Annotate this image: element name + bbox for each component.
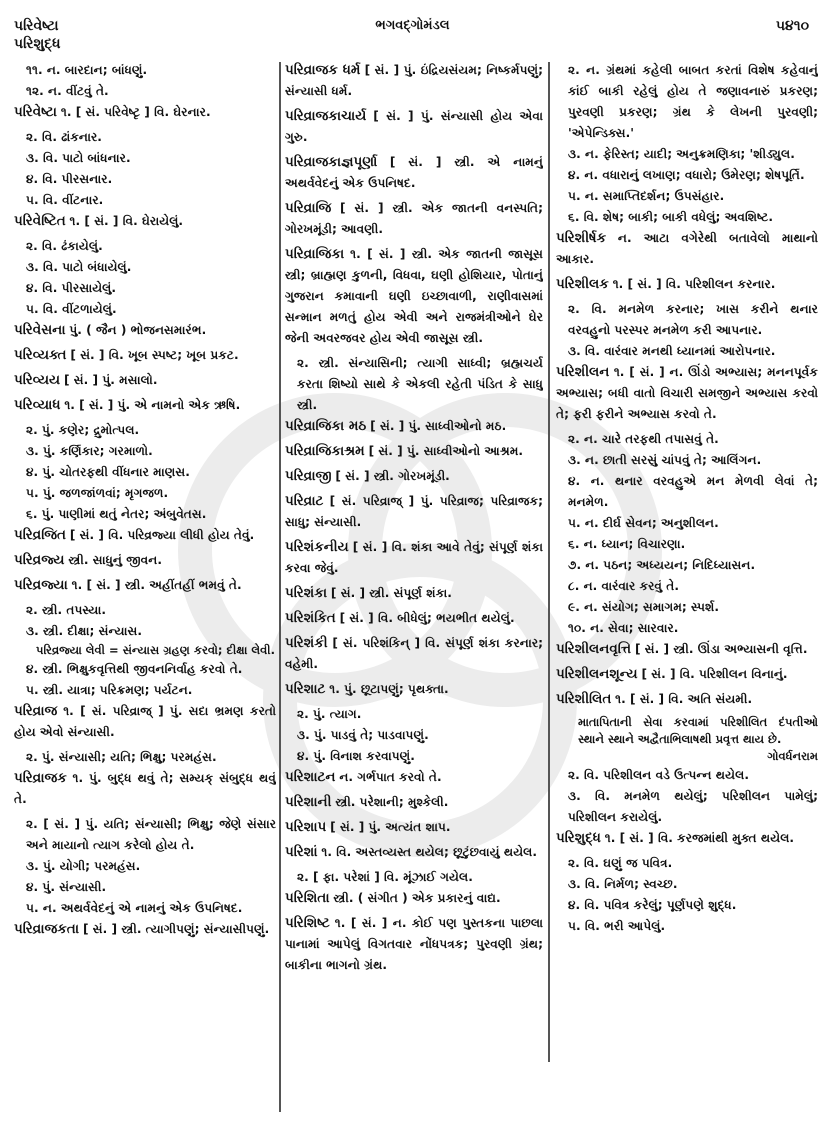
entry-main-line (285, 583, 543, 604)
headword: પરિવ્યક્ત (14, 347, 67, 363)
definition: [ સં. ] પું. સાધ્વીઓનો મઠ. (370, 419, 507, 433)
sense-line: ૩. પું. યોગી; પરમહંસ. (26, 859, 141, 873)
sense-line: ૫. ન. અથર્વવેદનું એ નામનું એક ઉપનિષદ. (26, 901, 243, 915)
dictionary-entry (285, 888, 543, 909)
sense-line: ૨. પું. ત્યાગ. (297, 707, 362, 721)
sense-line: ૧૦. ન. સેવા; સારવાર. (568, 621, 679, 635)
headword: પરિવ્રજ્યા (14, 577, 68, 593)
dictionary-entry (556, 689, 818, 828)
dictionary-entry (285, 466, 543, 487)
sense-line: ૪. ન. થનાર વરવહુએ મન મેળવી લેવાં તે; મનમેળ. (568, 474, 818, 509)
headword: પરિશાટ (285, 681, 326, 697)
entry-main-line (285, 767, 543, 788)
definition: ૧. પું. બુદ્ધ થવું તે; સમ્યક્ સંબુદ્ધ થવું તે. (14, 771, 276, 806)
headword: પરિવ્રાજકાજ્ઞપૂર્ણા (285, 154, 378, 170)
sense-line: ૨. વિ. પરિશીલન વડે ઉત્પન્ન થયેલ. (568, 768, 749, 782)
entry-main-line (285, 842, 543, 863)
definition: સ્ત્રી. પરેશાની; મુશ્કેલી. (335, 795, 449, 809)
headword: પરિશંકિત (285, 610, 336, 626)
definition: પું. ( જૈન ) ભોજનસમારંભ. (69, 323, 207, 337)
entry-main-line (14, 701, 276, 743)
dictionary-columns (0, 60, 825, 1115)
sense-line: ૩. વિ. મનમેળ થયેલું; પરિશીલન પામેલું; પરિશીલન કરાયેલું. (568, 789, 818, 824)
page-header (0, 12, 825, 52)
entry-main-line (556, 274, 818, 295)
usage-quote (556, 714, 818, 765)
definition: ૧. [ સં. ] સ્ત્રી. એક જાતની જાસૂસ સ્ત્રી; બ્રાહ્મણ કુળની, વિધવા, ઘણી હોશિયાર, પોતાનું ગુજરાન કમાવાની ઘણી ઇચ્છાવાળી, રાણીવાસમાં સન્માન મળતું હોય એવી અને રાજમંત્રીઓને ઘેર જેની અવરજવર હોય એવી જાસૂસ સ્ત્રી. (285, 247, 543, 345)
headword: પરિવ્રજ્ય (14, 552, 65, 568)
column-2 (285, 60, 543, 1110)
definition: ૧. [ સં. ] વિ. પરિશીલન કરનાર. (612, 277, 776, 291)
entry-main-line (285, 244, 543, 349)
headword: પરિવેસના (14, 322, 66, 338)
entry-main-line (285, 441, 543, 462)
dictionary-entry (285, 913, 543, 976)
entry-main-line (285, 466, 543, 487)
entry-main-line (285, 679, 543, 700)
headword: પરિશિતા (285, 890, 330, 906)
sense-line: ૩. વિ. પાટો બાંધનાર. (26, 151, 131, 165)
column-3 (556, 60, 818, 1110)
dictionary-entry (556, 228, 818, 270)
guide-word-last: પરિશુદ્ધ (14, 36, 61, 52)
definition: સ્ત્રી. ( સંગીત ) એક પ્રકારનું વાદ્ય. (333, 891, 501, 905)
definition: [ સં. ] પું. મસાલો. (63, 373, 158, 387)
dictionary-entry (14, 320, 276, 341)
dictionary-entry (14, 370, 276, 391)
dictionary-entry (285, 608, 543, 629)
sense-line: ૫. વિ. ભરી આપેલું. (568, 919, 666, 933)
entry-main-line (285, 888, 543, 909)
dictionary-entry (285, 244, 543, 416)
sense-line: ૬. ન. ધ્યાન; વિચારણા. (568, 537, 686, 551)
entry-main-line (14, 575, 276, 596)
headword: પરિશંકી (285, 635, 328, 651)
headword: પરિશીલક (556, 276, 609, 292)
dictionary-entry (285, 60, 543, 102)
entry-main-line (285, 198, 543, 240)
headword: પરિશીર્ષક (556, 230, 607, 246)
sense-line: ૨. સ્ત્રી. સંન્યાસિની; ત્યાગી સાધ્વી; બ્રહ્મચર્ય કરતા શિષ્યો સાથે કે એકલી રહેતી પંડિત કે સાધુ સ્ત્રી. (297, 356, 543, 412)
entry-main-line (556, 664, 818, 685)
sense-line: ૧૧. ન. બારદાન; બાંધણું. (26, 63, 148, 77)
dictionary-entry (285, 491, 543, 533)
headword: પરિવ્રાજકાચાર્ય (285, 108, 367, 124)
headword: પરિવ્રાજકતા (14, 921, 80, 937)
sense-line: ૪. વિ. પીરસનાર. (26, 172, 113, 186)
dictionary-entry (14, 768, 276, 919)
sense-line: ૨. [ સં. ] પું. યતિ; સંન્યાસી; ભિક્ષુ; જેણે સંસાર અને માયાનો ત્યાગ કરેલો હોય તે. (26, 817, 276, 852)
definition: [ સં. પરિવ્રાજ્ ] પું. પરિવ્રાજ; પરિવ્રાજક; સાધુ; સંન્યાસી. (285, 494, 543, 529)
headword: પરિશાની (285, 794, 332, 810)
sense-line: ૫. પું. જળજાંળવાં; મૃગજળ. (26, 486, 169, 500)
entry-main-line (285, 106, 543, 148)
sense-line: ૨. ન. ગ્રંથમાં કહેલી બાબત કરતાં વિશેષ કહેવાનું કાંઈ બાકી રહેલું હોય તે જણાવનારું પ્રકરણ; પુરવણી પ્રકરણ; ગ્રંથ કે લેખની પુરવણી; 'એપેન્ડિક્સ.' (568, 63, 818, 140)
sense-line: ૫. ન. દીર્ઘ સેવન; અનુશીલન. (568, 516, 719, 530)
dictionary-entry (285, 152, 543, 194)
sense-line: ૫. વિ. વીંટનાર. (26, 193, 104, 207)
sense-line: ૯. ન. સંયોગ; સમાગમ; સ્પર્શ. (568, 600, 720, 614)
dictionary-entry (14, 395, 276, 525)
entry-main-line (14, 395, 276, 416)
entry-main-line (285, 913, 543, 976)
headword: પરિવ્રાજી (285, 468, 332, 484)
headword: પરિશાપ (285, 819, 327, 835)
entry-main-line (14, 102, 276, 123)
headword: પરિવ્રાજિકા મઠ (285, 418, 367, 434)
dictionary-entry (285, 106, 543, 148)
headword: પરિવ્રાજક ધર્મ (285, 62, 361, 78)
dictionary-entry (14, 701, 276, 768)
headword: પરિવ્યય (14, 372, 61, 388)
definition: [ સં. ] સ્ત્રી. એક જાતની વનસ્પતિ; ગોરખમૂંડી; આવણી. (285, 201, 543, 236)
definition: [ સં. પરિશંકિન્ ] વિ. સંપૂર્ણ શંકા કરનાર; વહેમી. (285, 636, 543, 671)
sense-line: ૪. પું. સંન્યાસી. (26, 880, 107, 894)
definition: [ સં. ] સ્ત્રી. ત્યાગીપણું; સંન્યાસીપણું. (82, 922, 270, 936)
dictionary-entry (14, 525, 276, 546)
sense-line: ૨. સ્ત્રી. તપસ્યા. (26, 603, 107, 617)
entry-main-line (14, 320, 276, 341)
definition: ૧. પું. છૂટાપણું; પૃથક્તા. (329, 682, 449, 696)
headword: પરિશિષ્ટ (285, 915, 330, 931)
entry-main-line (556, 228, 818, 270)
definition: ૧. [ સં. પરિવેષ્ટૃ ] વિ. ઘેરનાર. (60, 105, 211, 119)
sense-line: ૩. ન. ફેરિસ્ત; યાદી; અનુક્રમણિકા; 'શીડ્યુલ. (568, 147, 795, 161)
headword: પરિવ્યાધ (14, 397, 61, 413)
sense-line: ૧૨. ન. વીંટવું તે. (26, 84, 109, 98)
dictionary-entry (285, 679, 543, 767)
dictionary-entry (14, 575, 276, 701)
definition: ૧. [ સં. ] વિ. અતિ સંયમી. (615, 692, 753, 706)
page-number: ૫૪૧૦ (775, 18, 809, 34)
definition: ૧. [ સં. ] ન. ઊંડો અભ્યાસ; મનનપૂર્વક અભ્યાસ; બધી વાતો વિચારી સમજીને અભ્યાસ કરવો તે; ફરી ફરીને અભ્યાસ કરવો તે. (556, 365, 818, 421)
quote-text: પરિવ્રજ્યા લેવી = સંન્યાસ ગ્રહણ કરવો; દીક્ષા લેવી. (36, 643, 275, 657)
definition: [ સં. ] સ્ત્રી. ઊંડા અભ્યાસની વૃત્તિ. (634, 642, 808, 656)
running-title: ભગવદ્ગોમંડલ (375, 18, 450, 33)
dictionary-entry (14, 60, 276, 102)
entry-main-line (14, 768, 276, 810)
entry-main-line (556, 639, 818, 660)
dictionary-entry (556, 639, 818, 660)
sense-line: ૩. ન. છાતી સરસું ચાંપવું તે; આલિંગન. (568, 453, 762, 467)
entry-main-line (285, 817, 543, 838)
sense-line: ૪. પું. વિનાશ કરવાપણું. (297, 749, 415, 763)
entry-main-line (556, 362, 818, 425)
sense-line: ૨. વિ. ઢંકાયેલું. (26, 239, 103, 253)
entry-main-line (556, 828, 818, 849)
headword: પરિશુદ્ધ (556, 830, 601, 846)
dictionary-entry (556, 274, 818, 362)
headword: પરિવેષ્ટિત (14, 213, 66, 229)
definition: ૧. [ સં. ] વિ. ઘેરાયેલું. (69, 214, 184, 228)
sense-line: ૪. ન. વધારાનું લખાણ; વધારો; ઉમેરણ; શેષપૂર્તિ. (568, 168, 805, 182)
sense-line: ૪. પું. ચોતરફથી વીંધનાર માણસ. (26, 465, 190, 479)
definition: [ સં. ] સ્ત્રી. એ નામનું અથર્વવેદનું એક ઉપનિષદ. (285, 155, 543, 190)
definition: ૧. [ સં. ] વિ. કરજમાંથી મુક્ત થયેલ. (604, 831, 795, 845)
sense-line: ૮. ન. વારંવાર કરવું તે. (568, 579, 679, 593)
headword: પરિશીલન (556, 364, 610, 380)
definition: [ સં. ] પું. ઇંદ્રિયસંયમ; નિષ્કર્મપણું; સંન્યાસી ધર્મ. (285, 63, 543, 98)
dictionary-entry (14, 345, 276, 366)
entry-main-line (14, 919, 276, 940)
entry-main-line (14, 211, 276, 232)
sense-line: ૬. પું. પાણીમાં થતું નેતર; અંબુવેતસ. (26, 507, 207, 521)
definition: ૧. વિ. અસ્તવ્યસ્ત થયેલ; છૂટુંછવાયું થયેલ. (321, 845, 538, 859)
sense-line: ૨. [ ફા. પરેશાં ] વિ. મૂંઝાઈ ગયેલ. (297, 870, 473, 884)
quote-text: માતાપિતાની સેવા કરવામાં પરિશીલિત દંપતીઓ સ્થાને સ્થાને અદ્વૈતાભિલાષથી પ્રવૃત્ત થાય છે. (578, 715, 818, 746)
headword: પરિશીલનશૂન્ય (556, 666, 638, 682)
headword: પરિશાટન (285, 769, 336, 785)
sense-line: ૪. વિ. પીરસાયેલું. (26, 281, 117, 295)
entry-main-line (285, 60, 543, 102)
dictionary-entry (556, 664, 818, 685)
definition: ન. ગર્ભપાત કરવો તે. (339, 770, 442, 784)
sense-line: ૬. વિ. શેષ; બાકી; બાકી વધેલું; અવશિષ્ટ. (568, 210, 774, 224)
definition: [ સં. ] પું. સાધ્વીઓનો આશ્રમ. (368, 444, 524, 458)
dictionary-entry (14, 102, 276, 211)
headword: પરિવ્રાજિ (285, 200, 332, 216)
definition: સ્ત્રી. સાધુનું જીવન. (68, 553, 162, 567)
sense-line: ૩. વિ. પાટો બંધાયેલું. (26, 260, 132, 274)
guide-word-first: પરિવેષ્ટા (14, 18, 59, 34)
definition: [ સં. ] વિ. ખૂબ સ્પષ્ટ; ખૂબ પ્રકટ. (70, 348, 239, 362)
dictionary-entry (285, 537, 543, 579)
definition: [ સં. ] પું. અત્યંત શાપ. (330, 820, 451, 834)
headword: પરિશંકનીય (285, 539, 349, 555)
headword: પરિવેષ્ટા (14, 104, 57, 120)
definition: [ સં. ] સ્ત્રી. ગોરખમૂંડી. (335, 469, 450, 483)
entry-main-line (556, 689, 818, 710)
dictionary-entry (285, 792, 543, 813)
headword: પરિશીલિત (556, 691, 612, 707)
sense-line: ૫. વિ. વીંટળાયેલું. (26, 302, 117, 316)
sense-line: ૭. ન. પઠન; અધ્યયન; નિદિધ્યાસન. (568, 558, 756, 572)
dictionary-entry (285, 198, 543, 240)
definition: [ સં. ] વિ. બીધેલું; ભયભીત થયેલું. (339, 611, 515, 625)
dictionary-entry (285, 441, 543, 462)
dictionary-entry (285, 842, 543, 888)
entry-main-line (285, 152, 543, 194)
entry-main-line (285, 633, 543, 675)
sense-line: ૨. ન. ચારે તરફથી તપાસવું તે. (568, 432, 719, 446)
sense-line: ૩. પું. પાડવું તે; પાડવાપણું. (297, 728, 429, 742)
column-1 (14, 60, 276, 1110)
headword: પરિવ્રાજ (14, 703, 58, 719)
headword: પરિશીલનવૃત્તિ (556, 641, 632, 657)
dictionary-entry (14, 919, 276, 940)
dictionary-entry (285, 767, 543, 788)
definition: [ સં. ] વિ. પરિવ્રજ્યા લીધી હોય તેવું. (69, 528, 255, 542)
sense-line: ૪. વિ. પવિત્ર કરેલું; પૂર્ણપણે શુદ્ધ. (568, 898, 737, 912)
entry-main-line (285, 491, 543, 533)
dictionary-entry (285, 416, 543, 437)
sense-line: ૨. પું. કણેર; દ્રુમોત્પલ. (26, 423, 140, 437)
definition: ૧. [ સં. ] પું. એ નામનો એક ઋષિ. (64, 398, 241, 412)
sense-line: ૩. સ્ત્રી. દીક્ષા; સંન્યાસ. (26, 624, 143, 638)
sense-line: ૩. વિ. વારંવાર મનથી ધ્યાનમાં આરોપનાર. (568, 344, 776, 358)
entry-main-line (14, 525, 276, 546)
sense-line: ૩. પું. કર્ણિકાર; ગરમાળો. (26, 444, 153, 458)
entry-main-line (285, 608, 543, 629)
entry-main-line (285, 792, 543, 813)
dictionary-entry (14, 211, 276, 320)
sense-line: ૨. પું. સંન્યાસી; યતિ; ભિક્ષુ; પરમહંસ. (26, 750, 217, 764)
dictionary-entry (556, 828, 818, 937)
headword: પરિવ્રાટ (285, 493, 324, 509)
quote-source: ગોવર્ધનરામ (767, 749, 818, 763)
dictionary-entry (556, 362, 818, 639)
definition: [ સં. ] વિ. શંકા આવે તેવું; સંપૂર્ણ શંકા કરવા જેવું. (285, 540, 543, 575)
entry-main-line (14, 345, 276, 366)
sense-line: ૨. વિ. ઘણું જ પવિત્ર. (568, 856, 673, 870)
usage-quote (14, 642, 276, 659)
headword: પરિવ્રાજક (14, 770, 67, 786)
headword: પરિશાં (285, 844, 318, 860)
headword: પરિવ્રાજિકાશ્રમ (285, 443, 365, 459)
sense-line: ૨. વિ. ઢાંકનાર. (26, 130, 102, 144)
dictionary-entry (285, 583, 543, 604)
definition: ન. આટા વગેરેથી બતાવેલો માથાનો આકાર. (556, 231, 818, 266)
sense-line: ૨. વિ. મનમેળ કરનાર; ખાસ કરીને થનાર વરવહુનો પરસ્પર મનમેળ કરી આપનાર. (568, 302, 818, 337)
definition: ૧. [ સં. ] સ્ત્રી. અહીંતહીં ભમવું તે. (71, 578, 242, 592)
definition: ૧. [ સં. પરિવ્રાજ્ ] પું. સદા ભ્રમણ કરતો હોય એવો સંન્યાસી. (14, 704, 276, 739)
definition: ૧. [ સં. ] ન. કોઈ પણ પુસ્તકના પાછલા પાનામાં આપેલું વિગતવાર નોંધપત્રક; પુરવણી ગ્રંથ; બાકીના ભાગનો ગ્રંથ. (285, 916, 543, 972)
entry-main-line (285, 416, 543, 437)
dictionary-entry (556, 60, 818, 228)
headword: પરિવ્રજિત (14, 527, 66, 543)
sense-line: ૪. સ્ત્રી. ભિક્ષુકવૃત્તિથી જીવનનિર્વાહ કરવો તે. (26, 662, 243, 676)
definition: [ સં. ] પું. સંન્યાસી હોય એવા ગુરુ. (285, 109, 543, 144)
entry-main-line (285, 537, 543, 579)
sense-line: ૫. સ્ત્રી. યાત્રા; પરિક્રમણ; પર્યટન. (26, 683, 193, 697)
dictionary-entry (285, 817, 543, 838)
definition: [ સં. ] સ્ત્રી. સંપૂર્ણ શંકા. (330, 586, 452, 600)
dictionary-entry (285, 633, 543, 675)
headword: પરિશંકા (285, 585, 328, 601)
entry-main-line (14, 550, 276, 571)
dictionary-entry (14, 550, 276, 571)
headword: પરિવ્રાજિકા (285, 246, 345, 262)
sense-line: ૩. વિ. નિર્મળ; સ્વચ્છ. (568, 877, 678, 891)
entry-main-line (14, 370, 276, 391)
definition: [ સં. ] વિ. પરિશીલન વિનાનું. (641, 667, 788, 681)
sense-line: ૫. ન. સમાપ્તિદર્શન; ઉપસંહાર. (568, 189, 725, 203)
